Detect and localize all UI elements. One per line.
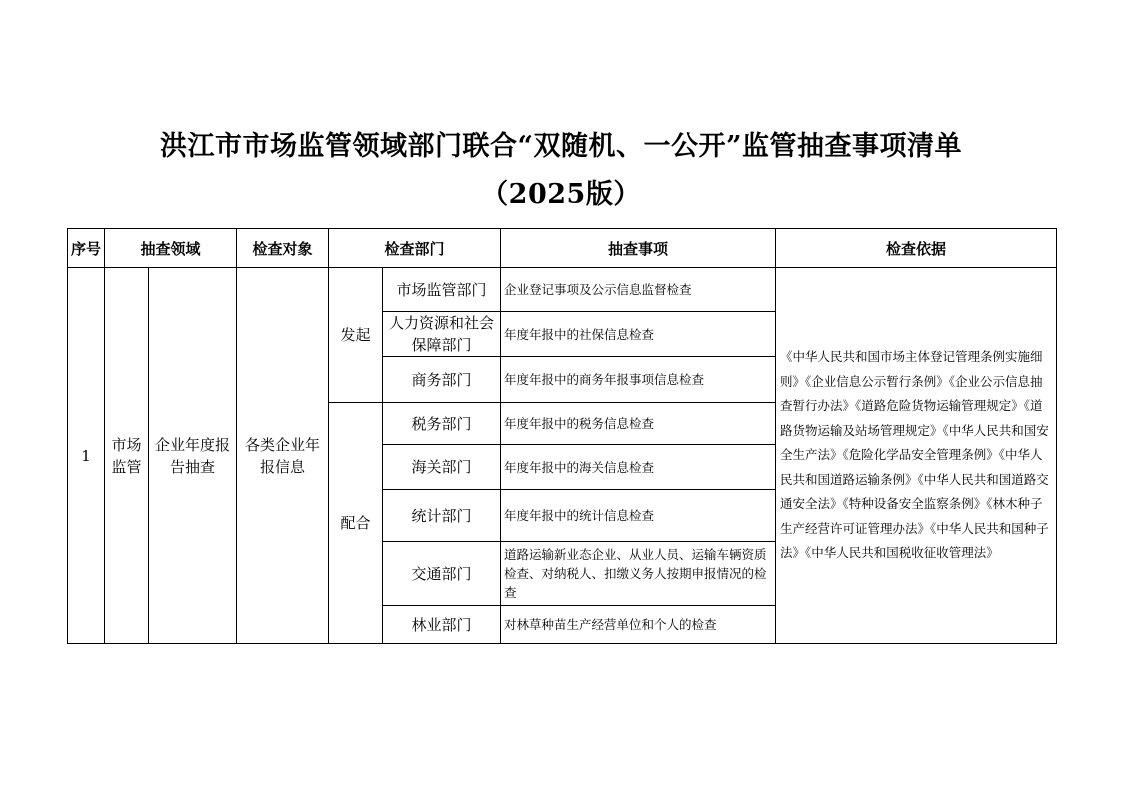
table-header-row xyxy=(68,229,1057,268)
cell-basis: 《中华人民共和国市场主体登记管理条例实施细则》《企业信息公示暂行条例》《企业公示信息抽查暂行办法》《道路危险货物运输管理规定》《道路货物运输及站场管理规定》《中华人民共和国安全生产法》《危险化学品安全管理条例》《中华人民共和国道路运输条例》《中华人民共和国道路交通安全法》《特种设备安全监察条例》《林木种子生产经营许可证管理办法》《中华人民共和国种子法》《中华人民共和国税收征收管理法》 xyxy=(776,268,1057,644)
cell-item: 年度年报中的海关信息检查 xyxy=(501,445,776,490)
cell-domain-sub: 企业年度报告抽查 xyxy=(149,268,237,644)
cell-department: 人力资源和社会保障部门 xyxy=(383,312,501,357)
cell-department: 海关部门 xyxy=(383,445,501,490)
document-edition: （2025版） xyxy=(481,179,641,210)
header-index: 序号 xyxy=(68,229,105,268)
cell-item: 对林草种苗生产经营单位和个人的检查 xyxy=(501,606,776,644)
table-row xyxy=(68,268,1057,312)
cell-group-initiate: 发起 xyxy=(329,268,383,403)
document-title: 洪江市市场监管领域部门联合“双随机、一公开”监管抽查事项清单 xyxy=(159,131,963,162)
cell-item: 年度年报中的税务信息检查 xyxy=(501,403,776,445)
header-domain: 抽查领域 xyxy=(105,229,237,268)
cell-department: 统计部门 xyxy=(383,490,501,542)
cell-item: 企业登记事项及公示信息监督检查 xyxy=(501,268,776,312)
header-item: 抽查事项 xyxy=(501,229,776,268)
inspection-table xyxy=(67,228,1057,644)
cell-index: 1 xyxy=(68,268,105,644)
cell-department: 林业部门 xyxy=(383,606,501,644)
header-target: 检查对象 xyxy=(237,229,329,268)
header-department: 检查部门 xyxy=(329,229,501,268)
cell-item: 年度年报中的商务年报事项信息检查 xyxy=(501,357,776,403)
cell-group-cooperate: 配合 xyxy=(329,403,383,644)
cell-item: 年度年报中的社保信息检查 xyxy=(501,312,776,357)
cell-item: 道路运输新业态企业、从业人员、运输车辆资质检查、对纳税人、扣缴义务人按期申报情况的检查 xyxy=(501,542,776,606)
header-basis: 检查依据 xyxy=(776,229,1057,268)
cell-item: 年度年报中的统计信息检查 xyxy=(501,490,776,542)
cell-department: 市场监管部门 xyxy=(383,268,501,312)
cell-domain-main: 市场监管 xyxy=(105,268,149,644)
cell-target: 各类企业年报信息 xyxy=(237,268,329,644)
cell-department: 商务部门 xyxy=(383,357,501,403)
cell-department: 交通部门 xyxy=(383,542,501,606)
cell-department: 税务部门 xyxy=(383,403,501,445)
